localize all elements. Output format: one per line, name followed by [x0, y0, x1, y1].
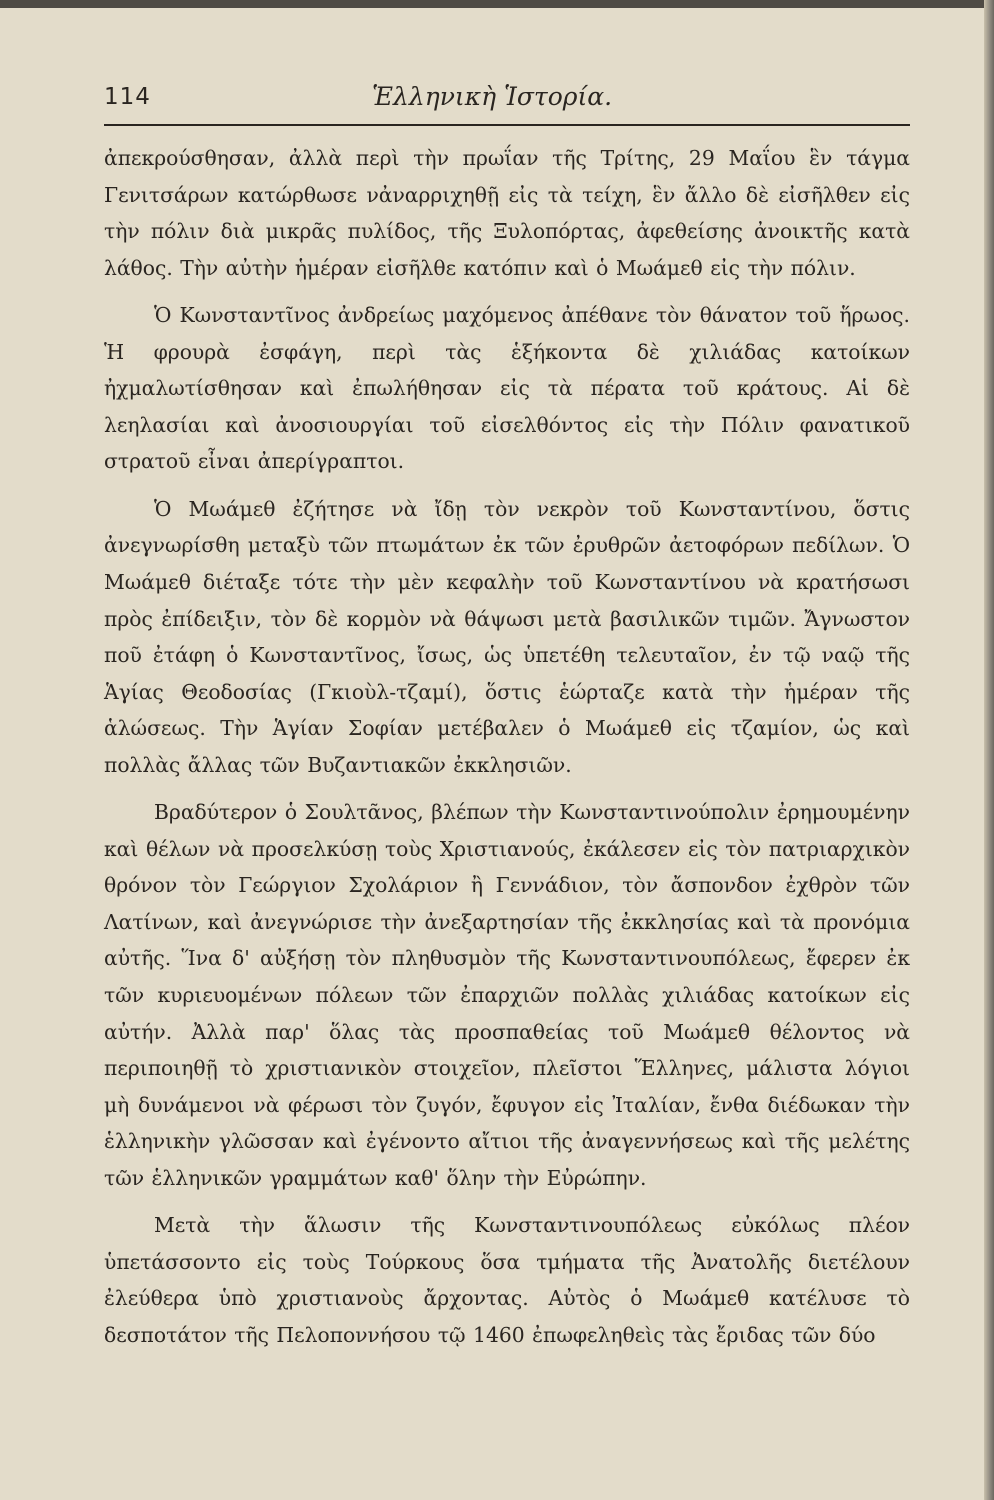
paragraph-3: Ὁ Μωάμεθ ἐζήτησε νὰ ἴδῃ τὸν νεκρὸν τοῦ Κωνσταντίνου, ὅστις ἀνεγνωρίσθη μεταξὺ τῶν πτωμάτων ἐκ τῶν ἐρυθρῶν ἀετοφόρων πεδίλων. Ὁ Μωάμεθ διέταξε τότε τὴν μὲν κεφαλὴν τοῦ Κωνσταντίνου νὰ κρατήσωσι πρὸς ἐπίδειξιν, τὸν δὲ κορμὸν νὰ θάψωσι μετὰ βασιλικῶν τιμῶν. Ἄγνωστον ποῦ ἐτάφη ὁ Κωνσταντῖνος, ἴσως, ὡς ὑπετέθη τελευταῖον, ἐν τῷ ναῷ τῆς Ἁγίας Θεοδοσίας (Γκιοὺλ-τζαμί), ὅστις ἑώρταζε κατὰ τὴν ἡμέραν τῆς ἁλώσεως. Τὴν Ἁγίαν Σοφίαν μετέβαλεν ὁ Μωάμεθ εἰς τζαμίον, ὡς καὶ πολλὰς ἄλλας τῶν Βυζαντιακῶν ἐκκλησιῶν.: [104, 496, 910, 777]
page-top-edge: [0, 0, 994, 8]
header-rule: [104, 124, 910, 126]
page-header: [104, 76, 910, 118]
paragraph-2: Ὁ Κωνσταντῖνος ἀνδρείως μαχόμενος ἀπέθανε τὸν θάνατον τοῦ ἥρωος. Ἡ φρουρὰ ἐσφάγη, περὶ τὰς ἑξήκοντα δὲ χιλιάδας κατοίκων ἠχμαλωτίσθησαν καὶ ἐπωλήθησαν εἰς τὰ πέρατα τοῦ κράτους. Αἱ δὲ λεηλασίαι καὶ ἀνοσιουργίαι τοῦ εἰσελθόντος εἰς τὴν Πόλιν φανατικοῦ στρατοῦ εἶναι ἀπερίγραπτοι.: [104, 303, 910, 474]
paragraph-1: ἀπεκρούσθησαν, ἀλλὰ περὶ τὴν πρωΐαν τῆς Τρίτης, 29 Μαΐου ἓν τάγμα Γενιτσάρων κατώρθωσε νἀναρριχηθῇ εἰς τὰ τείχη, ἓν ἄλλο δὲ εἰσῆλθεν εἰς τὴν πόλιν διὰ μικρᾶς πυλίδος, τῆς Ξυλοπόρτας, ἀφεθείσης ἀνοικτῆς κατὰ λάθος. Τὴν αὐτὴν ἡμέραν εἰσῆλθε κατόπιν καὶ ὁ Μωάμεθ εἰς τὴν πόλιν.: [104, 146, 910, 280]
paragraph-4: Βραδύτερον ὁ Σουλτᾶνος, βλέπων τὴν Κωνσταντινούπολιν ἐρημουμένην καὶ θέλων νὰ προσελκύσῃ τοὺς Χριστιανούς, ἐκάλεσεν εἰς τὸν πατριαρχικὸν θρόνον τὸν Γεώργιον Σχολάριον ἢ Γεννάδιον, τὸν ἄσπονδον ἐχθρὸν τῶν Λατίνων, καὶ ἀνεγνώρισε τὴν ἀνεξαρτησίαν τῆς ἐκκλησίας καὶ τὰ προνόμια αὐτῆς. Ἵνα δ' αὐξήσῃ τὸν πληθυσμὸν τῆς Κωνσταντινουπόλεως, ἔφερεν ἐκ τῶν κυριευομένων πόλεων τῶν ἐπαρχιῶν πολλὰς χιλιάδας κατοίκων εἰς αὐτήν. Ἀλλὰ παρ' ὅλας τὰς προσπαθείας τοῦ Μωάμεθ θέλοντος νὰ περιποιηθῇ τὸ χριστιανικὸν στοιχεῖον, πλεῖστοι Ἕλληνες, μάλιστα λόγιοι μὴ δυνάμενοι νὰ φέρωσι τὸν ζυγόν, ἔφυγον εἰς Ἰταλίαν, ἔνθα διέδωκαν τὴν ἑλληνικὴν γλῶσσαν καὶ ἐγένοντο αἴτιοι τῆς ἀναγεννήσεως καὶ τῆς μελέτης τῶν ἑλληνικῶν γραμμάτων καθ' ὅλην τὴν Εὐρώπην.: [104, 800, 910, 1190]
running-title: Ἑλληνικὴ Ἱστορία.: [372, 82, 613, 111]
paragraph-5: Μετὰ τὴν ἅλωσιν τῆς Κωνσταντινουπόλεως εὐκόλως πλέον ὑπετάσσοντο εἰς τοὺς Τούρκους ὅσα τμήματα τῆς Ἀνατολῆς διετέλουν ἐλεύθερα ὑπὸ χριστιανοὺς ἄρχοντας. Αὐτὸς ὁ Μωάμεθ κατέλυσε τὸ δεσποτάτον τῆς Πελοποννήσου τῷ 1460 ἐπωφεληθεὶς τὰς ἔριδας τῶν δύο: [104, 1213, 910, 1347]
page-number: 114: [104, 84, 151, 110]
body-text: [104, 140, 910, 1354]
page-right-edge: [984, 0, 994, 1500]
